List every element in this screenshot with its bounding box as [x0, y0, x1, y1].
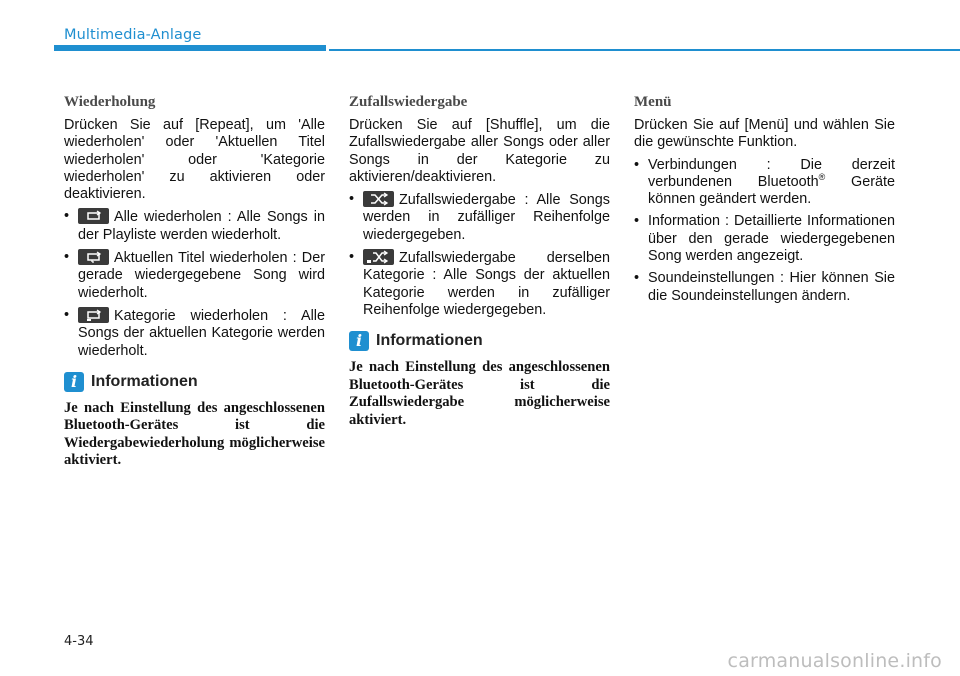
- list-item: • Aktuellen Titel wiederholen : Der gerade wiedergegebene Song wird wiederholt.: [64, 249, 325, 301]
- header-bar-thin: [329, 49, 960, 51]
- shuffle-list: [349, 191, 610, 319]
- list-item: • Zufallswiedergabe derselben Kategorie : Alle Songs der aktuellen Kategorie werden in zufälliger Reihenfolge wiedergegeben.: [349, 249, 610, 318]
- shuffle-category-icon: [363, 249, 394, 265]
- list-item-text: Alle wiederholen : Alle Songs in der Playliste werden wiederholt.: [78, 209, 325, 243]
- list-item-text: Zufallswiedergabe derselben Kategorie : Alle Songs der aktuellen Kategorie werden in zufälliger Reihenfolge wiedergegeben.: [363, 250, 610, 318]
- page-number: 4-34: [64, 634, 94, 649]
- repeat-intro: Drücken Sie auf [Repeat], um 'Alle wiederholen' oder 'Aktuellen Titel wiederholen' oder 'Kategorie wiederholen' zu aktivieren oder deaktivieren.: [64, 117, 325, 203]
- repeat-category-icon: [78, 307, 109, 323]
- list-item: • Kategorie wiederholen : Alle Songs der aktuellen Kategorie werden wiederholt.: [64, 306, 325, 359]
- info-text: Je nach Einstellung des angeschlossenen Bluetooth-Gerätes ist die Wiedergabewiederholung möglicherweise aktiviert.: [64, 399, 325, 469]
- list-item-text: Zufallswiedergabe : Alle Songs werden in zufälliger Reihenfolge wiedergegeben.: [363, 192, 610, 243]
- repeat-one-icon: [78, 249, 109, 265]
- menu-intro: Drücken Sie auf [Menü] und wählen Sie die gewünschte Funktion.: [634, 117, 895, 151]
- shuffle-heading: Zufallswiedergabe: [349, 94, 468, 110]
- column-repeat: [64, 94, 325, 470]
- info-header: [64, 372, 325, 392]
- shuffle-intro: Drücken Sie auf [Shuffle], um die Zufallswiedergabe aller Songs oder aller Songs in der Kategorie zu aktivieren/deaktivieren.: [349, 117, 610, 185]
- repeat-all-icon: [78, 208, 109, 224]
- info-icon: i: [349, 331, 369, 351]
- menu-heading: Menü: [634, 94, 672, 110]
- list-item: • Verbindungen : Die derzeit verbundenen Bluetooth® Geräte können geändert werden.: [634, 156, 895, 208]
- info-icon: i: [64, 372, 84, 392]
- shuffle-all-icon: [363, 191, 394, 207]
- list-item: • Zufallswiedergabe : Alle Songs werden in zufälliger Reihenfolge wiedergegeben.: [349, 191, 610, 243]
- info-title: Informationen: [91, 372, 198, 390]
- list-item-text: Information : Detaillierte Informationen über den gerade wiedergegebenen Song werden angezeigt.: [648, 213, 895, 265]
- column-shuffle: [349, 94, 610, 429]
- info-header: [349, 331, 610, 351]
- list-item-text: Verbindungen : Die derzeit verbundenen Bluetooth: [648, 156, 895, 190]
- repeat-list: [64, 208, 325, 359]
- column-menu: [634, 94, 895, 310]
- section-title: Multimedia-Anlage: [64, 27, 202, 43]
- menu-list: [634, 157, 895, 305]
- list-item-text: Aktuellen Titel wiederholen : Der gerade wiedergegebene Song wird wiederholt.: [78, 250, 325, 301]
- info-title: Informationen: [376, 332, 483, 350]
- list-item: • Soundeinstellungen : Hier können Sie die Soundeinstellungen ändern.: [634, 270, 895, 304]
- list-item-text: Geräte können geändert werden.: [648, 173, 895, 208]
- repeat-heading: Wiederholung: [64, 94, 156, 110]
- registered-mark: ®: [818, 172, 826, 183]
- header-bar-thick: [54, 45, 326, 51]
- list-item-text: Kategorie wiederholen : Alle Songs der aktuellen Kategorie werden wiederholt.: [78, 307, 325, 359]
- info-text: Je nach Einstellung des angeschlossenen Bluetooth-Gerätes ist die Zufallswiedergabe möglicherweise aktiviert.: [349, 359, 610, 428]
- list-item-text: Soundeinstellungen : Hier können Sie die Soundeinstellungen ändern.: [648, 270, 895, 304]
- list-item: • Information : Detaillierte Informationen über den gerade wiedergegebenen Song werden angezeigt.: [634, 213, 895, 265]
- watermark: carmanualsonline.info: [727, 650, 942, 672]
- list-item: • Alle wiederholen : Alle Songs in der Playliste werden wiederholt.: [64, 208, 325, 243]
